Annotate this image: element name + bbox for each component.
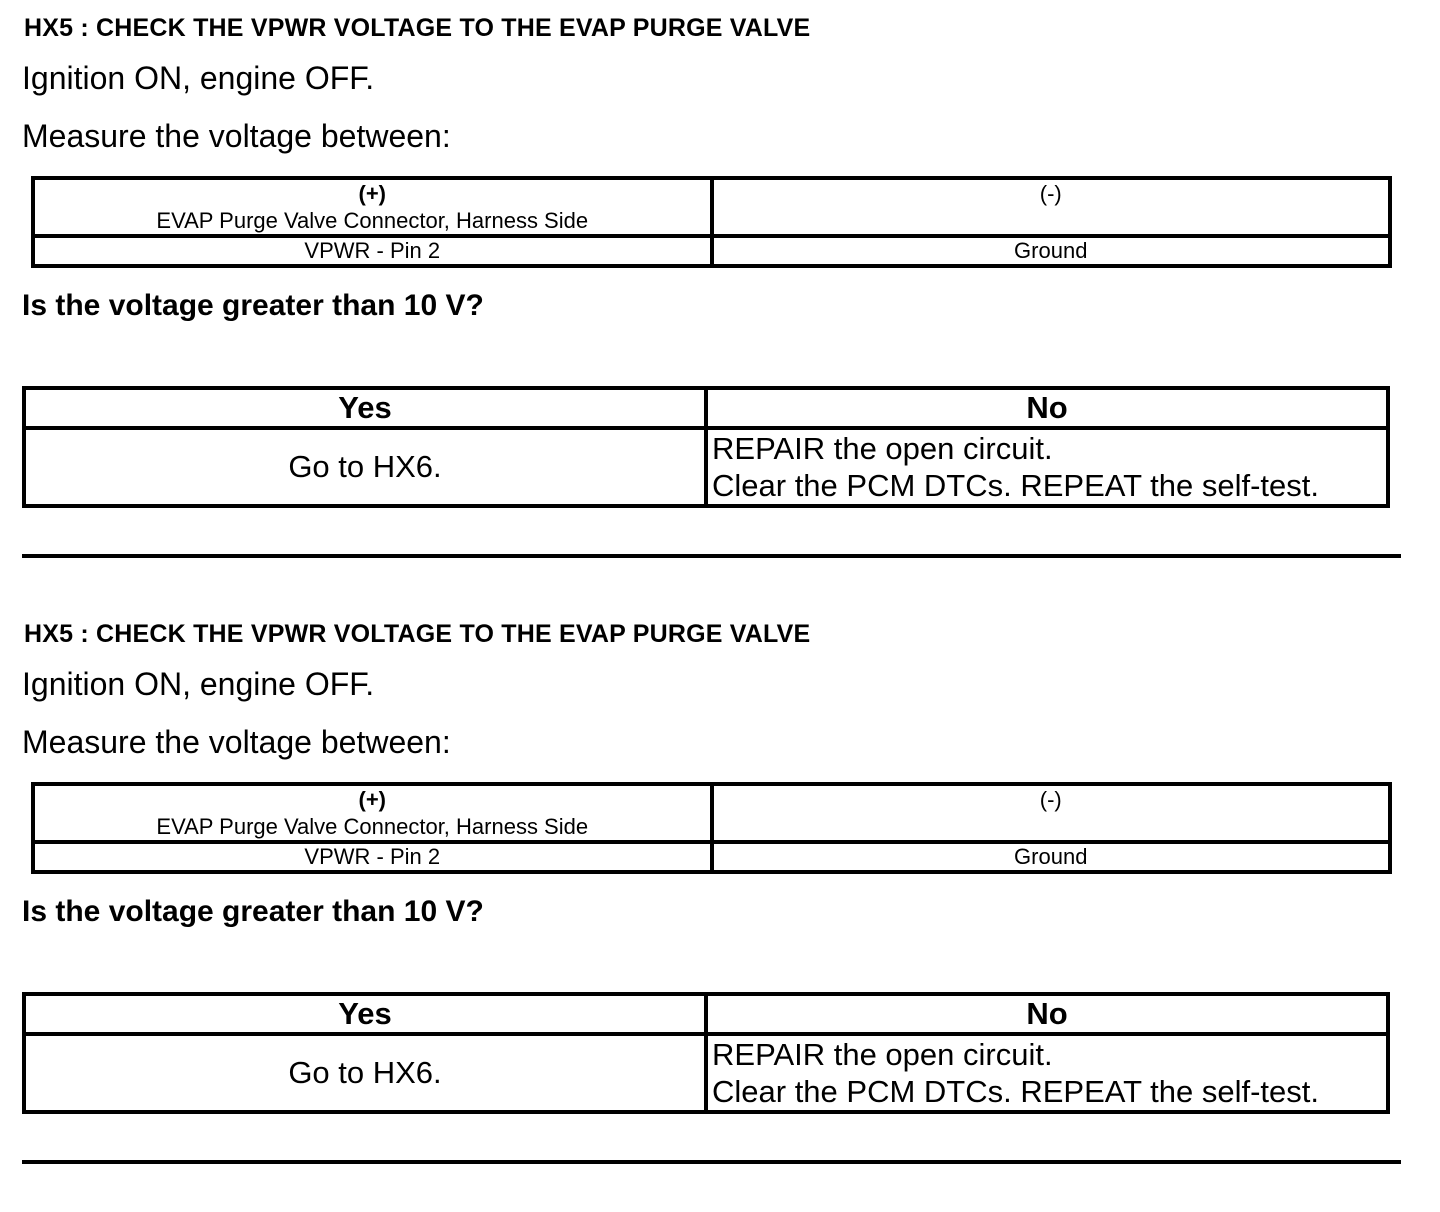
yes-action: Go to HX6. [24,1034,706,1112]
no-action-line2: Clear the PCM DTCs. REPEAT the self-test. [712,1074,1319,1109]
yes-header: Yes [24,388,706,428]
minus-value-cell: Ground [712,842,1391,872]
plus-value-cell: VPWR - Pin 2 [33,842,712,872]
step-title: HX5 : CHECK THE VPWR VOLTAGE TO THE EVAP PURGE VALVE [24,14,811,42]
result-table [22,386,1390,508]
minus-header-cell [712,784,1391,842]
plus-label: EVAP Purge Valve Connector, Harness Side [156,814,589,839]
minus-symbol: (-) [1039,181,1062,206]
yes-header: Yes [24,994,706,1034]
no-action-cell [706,1034,1388,1112]
minus-symbol: (-) [1039,787,1062,812]
no-action-line1: REPAIR the open circuit. [712,431,1053,466]
plus-symbol: (+) [358,181,386,206]
no-action-line2: Clear the PCM DTCs. REPEAT the self-test. [712,468,1319,503]
minus-header-cell [712,178,1391,236]
question-text: Is the voltage greater than 10 V? [22,289,484,322]
plus-header-cell [33,178,712,236]
section-divider [22,554,1401,558]
condition-text: Ignition ON, engine OFF. [22,666,375,702]
plus-symbol: (+) [358,787,386,812]
test-step-section [0,606,1440,1212]
no-action-line1: REPAIR the open circuit. [712,1037,1053,1072]
instruction-text: Measure the voltage between: [22,118,451,154]
no-action-cell [706,428,1388,506]
condition-text: Ignition ON, engine OFF. [22,60,375,96]
question-text: Is the voltage greater than 10 V? [22,895,484,928]
no-header: No [706,994,1388,1034]
plus-header-cell [33,784,712,842]
section-divider [22,1160,1401,1164]
result-table [22,992,1390,1114]
minus-value-cell: Ground [712,236,1391,266]
plus-label: EVAP Purge Valve Connector, Harness Side [156,208,589,233]
instruction-text: Measure the voltage between: [22,724,451,760]
step-title: HX5 : CHECK THE VPWR VOLTAGE TO THE EVAP PURGE VALVE [24,620,811,648]
measurement-table [31,782,1392,874]
measurement-table [31,176,1392,268]
yes-action: Go to HX6. [24,428,706,506]
plus-value-cell: VPWR - Pin 2 [33,236,712,266]
no-header: No [706,388,1388,428]
